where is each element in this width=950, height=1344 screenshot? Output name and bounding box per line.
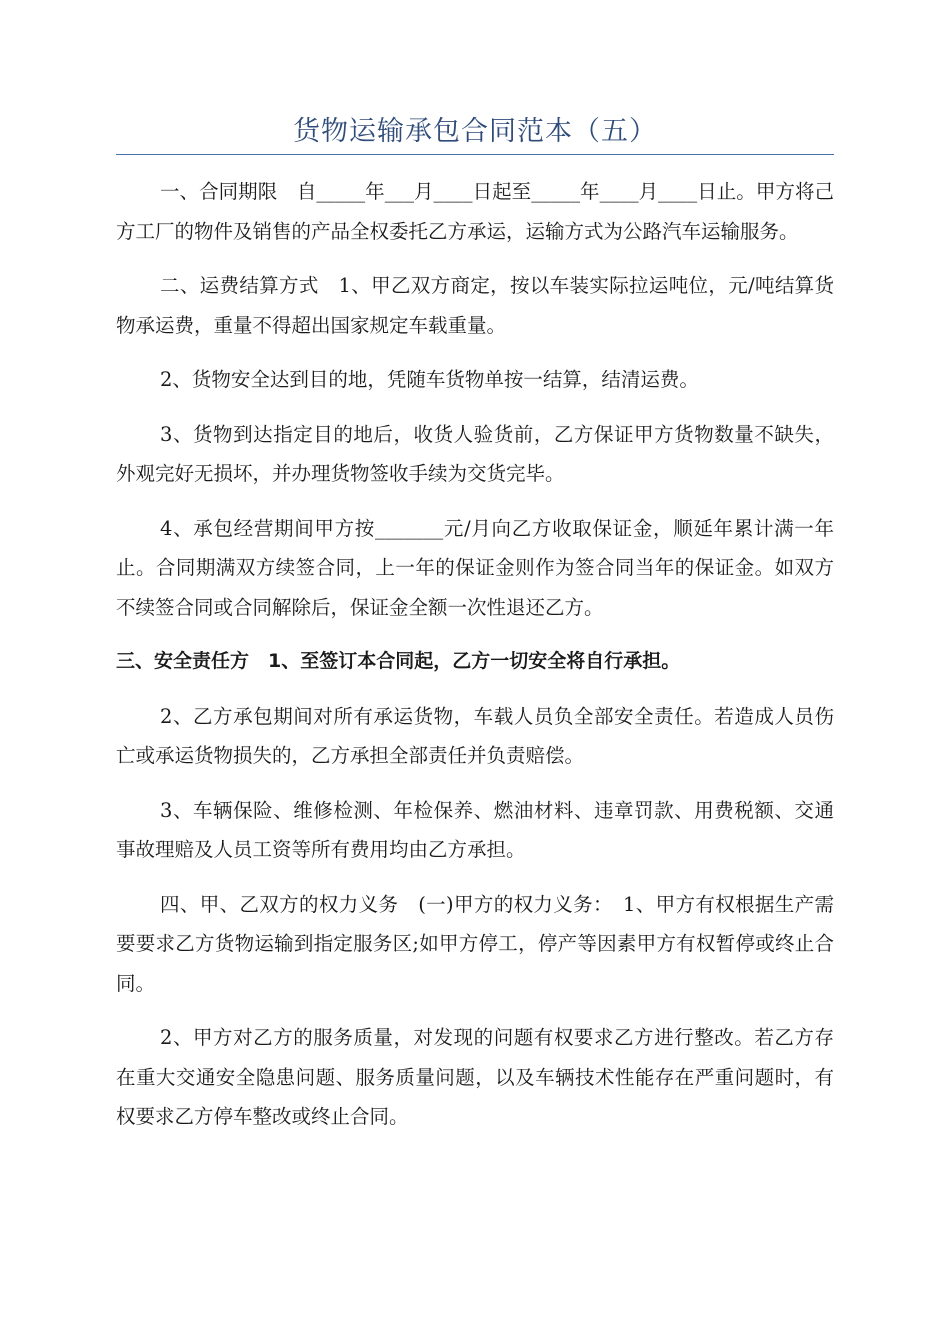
- paragraph-contract-term: 一、合同期限 自_____年___月____日起至_____年____月____日止。甲方将己方工厂的物件及销售的产品全权委托乙方承运，运输方式为公路汽车运输服务。: [116, 180, 834, 243]
- paragraph-service-quality: 2、甲方对乙方的服务质量，对发现的问题有权要求乙方进行整改。若乙方存在重大交通安全隐患问题、服务质量问题，以及车辆技术性能存在严重问题时，有权要求乙方停车整改或终止合同。: [116, 1026, 834, 1128]
- document-body: [116, 172, 834, 1152]
- paragraph-cargo-liability: 2、乙方承包期间对所有承运货物，车载人员负全部安全责任。若造成人员伤亡或承运货物损失的，乙方承担全部责任并负责赔偿。: [116, 704, 834, 767]
- paragraph-deposit: 4、承包经营期间甲方按_______元/月向乙方收取保证金，顺延年累计满一年止。合同期满双方续签合同，上一年的保证金则作为签合同当年的保证金。如双方不续签合同或合同解除后，保证金全额一次性退还乙方。: [116, 516, 834, 619]
- paragraph-party-a-rights: 四、甲、乙双方的权力义务 (一)甲方的权力义务： 1、甲方有权根据生产需要要求乙方货物运输到指定服务区;如甲方停工，停产等因素甲方有权暂停或终止合同。: [116, 892, 834, 995]
- paragraph-freight-settlement: 二、运费结算方式 1、甲乙双方商定，按以车装实际拉运吨位，元/吨结算货物承运费，重量不得超出国家规定车载重量。: [116, 274, 834, 337]
- paragraph-safe-arrival: 2、货物安全达到目的地，凭随车货物单按一结算，结清运费。: [160, 368, 699, 391]
- document-title: 货物运输承包合同范本（五）: [293, 116, 657, 147]
- title-underline: [116, 154, 834, 155]
- paragraph-vehicle-costs: 3、车辆保险、维修检测、年检保养、燃油材料、违章罚款、用费税额、交通事故理赔及人员工资等所有费用均由乙方承担。: [116, 798, 834, 861]
- paragraph-delivery-inspection: 3、货物到达指定目的地后，收货人验货前，乙方保证甲方货物数量不缺失，外观完好无损坏，并办理货物签收手续为交货完毕。: [116, 422, 834, 485]
- paragraph-safety-responsibility: 三、安全责任方 1、至签订本合同起，乙方一切安全将自行承担。: [116, 650, 681, 672]
